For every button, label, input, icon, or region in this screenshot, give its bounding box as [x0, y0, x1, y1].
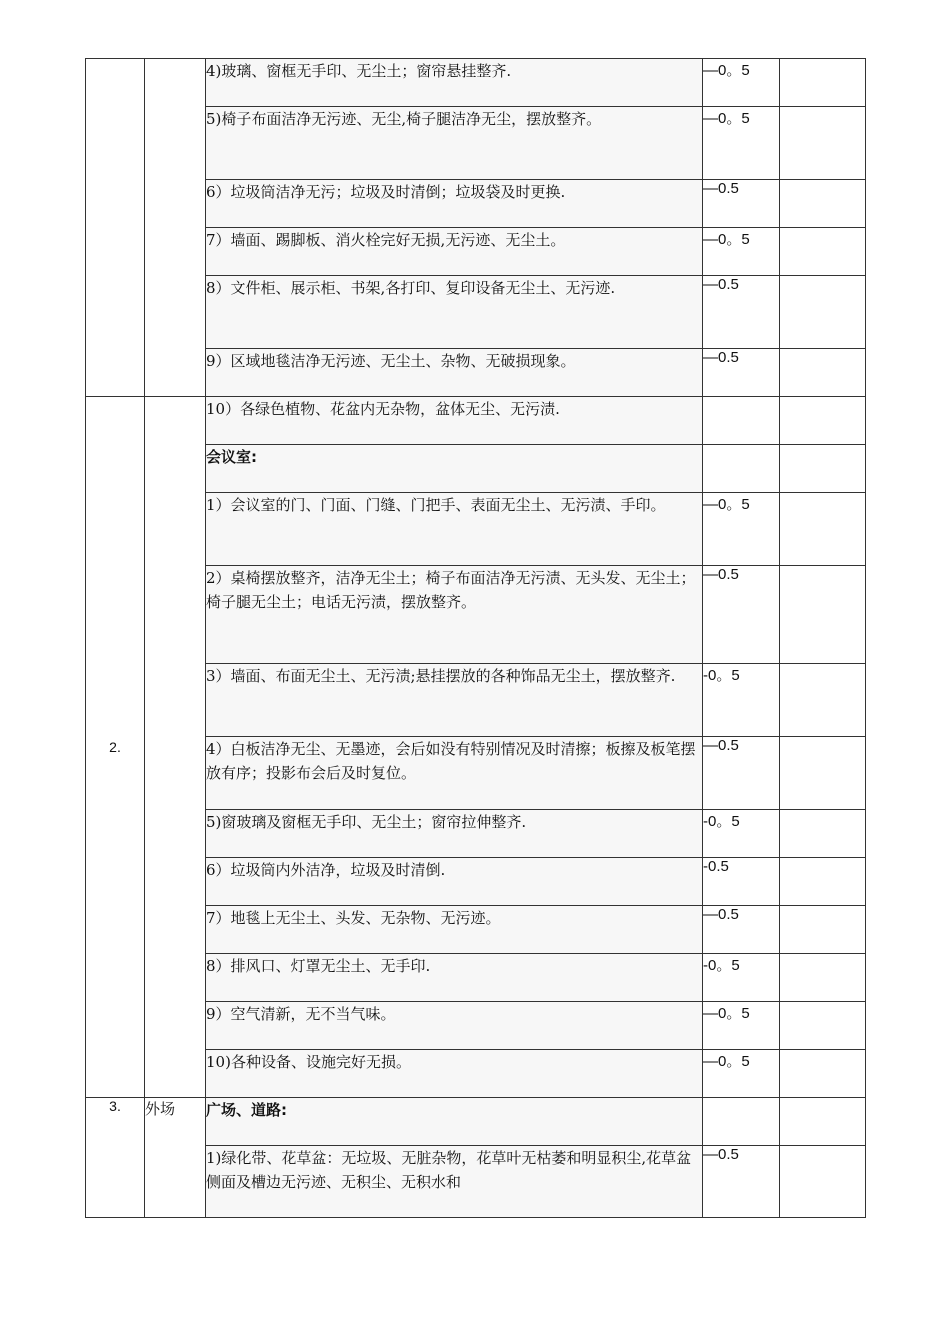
remark-cell — [780, 664, 866, 737]
remark-cell — [780, 1098, 866, 1146]
remark-cell — [780, 906, 866, 954]
criterion-text: 7）墙面、踢脚板、消火栓完好无损,无污迹、无尘土。 — [206, 228, 703, 276]
remark-cell — [780, 737, 866, 810]
remark-cell — [780, 349, 866, 397]
remark-cell — [780, 810, 866, 858]
criterion-text: 6）垃圾筒内外洁净，垃圾及时清倒. — [206, 858, 703, 906]
deduction-score: —0。5 — [703, 1002, 780, 1050]
deduction-score: —0.5 — [703, 276, 780, 349]
table-row — [86, 1098, 866, 1146]
deduction-score: —0.5 — [703, 180, 780, 228]
criterion-text: 2）桌椅摆放整齐，洁净无尘土；椅子布面洁净无污渍、无头发、无尘土；椅子腿无尘土；电话无污渍，摆放整齐。 — [206, 566, 703, 664]
criterion-text: 5)窗玻璃及窗框无手印、无尘土；窗帘拉伸整齐. — [206, 810, 703, 858]
criterion-text: 1）会议室的门、门面、门缝、门把手、表面无尘土、无污渍、手印。 — [206, 493, 703, 566]
deduction-score: —0。5 — [703, 1050, 780, 1098]
table-row — [86, 397, 866, 445]
deduction-score: —0.5 — [703, 566, 780, 664]
criterion-text: 7）地毯上无尘土、头发、无杂物、无污迹。 — [206, 906, 703, 954]
section-number-cell: 3. — [86, 1098, 145, 1218]
criterion-text: 10)各种设备、设施完好无损。 — [206, 1050, 703, 1098]
criterion-text: 9）空气清新，无不当气味。 — [206, 1002, 703, 1050]
deduction-score: —0。5 — [703, 59, 780, 107]
criterion-text: 9）区域地毯洁净无污迹、无尘土、杂物、无破损现象。 — [206, 349, 703, 397]
remark-cell — [780, 1002, 866, 1050]
remark-cell — [780, 445, 866, 493]
deduction-score: —0.5 — [703, 906, 780, 954]
criterion-text: 4）白板洁净无尘、无墨迹，会后如没有特别情况及时清擦；板擦及板笔摆放有序；投影布会后及时复位。 — [206, 737, 703, 810]
section-number-cell — [86, 59, 145, 397]
section-number-cell: 2. — [86, 397, 145, 1098]
area-cell — [145, 59, 206, 397]
remark-cell — [780, 107, 866, 180]
area-cell — [145, 397, 206, 1098]
criterion-text: 4)玻璃、窗框无手印、无尘土；窗帘悬挂整齐. — [206, 59, 703, 107]
remark-cell — [780, 954, 866, 1002]
remark-cell — [780, 397, 866, 445]
deduction-score: -0。5 — [703, 664, 780, 737]
remark-cell — [780, 59, 866, 107]
remark-cell — [780, 276, 866, 349]
remark-cell — [780, 493, 866, 566]
remark-cell — [780, 1146, 866, 1218]
deduction-score: —0.5 — [703, 349, 780, 397]
deduction-score: -0。5 — [703, 954, 780, 1002]
deduction-score — [703, 1098, 780, 1146]
subsection-heading: 广场、道路: — [206, 1098, 703, 1146]
inspection-table — [85, 58, 866, 1218]
area-cell: 外场 — [145, 1098, 206, 1218]
deduction-score — [703, 445, 780, 493]
remark-cell — [780, 1050, 866, 1098]
subsection-heading: 会议室: — [206, 445, 703, 493]
remark-cell — [780, 180, 866, 228]
deduction-score — [703, 397, 780, 445]
criterion-text: 6）垃圾筒洁净无污；垃圾及时清倒；垃圾袋及时更换. — [206, 180, 703, 228]
criterion-text: 8）文件柜、展示柜、书架,各打印、复印设备无尘土、无污迹. — [206, 276, 703, 349]
remark-cell — [780, 858, 866, 906]
table-row — [86, 59, 866, 107]
criterion-text: 3）墙面、布面无尘土、无污渍;悬挂摆放的各种饰品无尘土，摆放整齐. — [206, 664, 703, 737]
deduction-score: -0.5 — [703, 858, 780, 906]
criterion-text: 1)绿化带、花草盆：无垃圾、无脏杂物，花草叶无枯萎和明显积尘,花草盆侧面及槽边无污迹、无积尘、无积水和 — [206, 1146, 703, 1218]
criterion-text: 10）各绿色植物、花盆内无杂物，盆体无尘、无污渍. — [206, 397, 703, 445]
deduction-score: -0。5 — [703, 810, 780, 858]
deduction-score: —0.5 — [703, 1146, 780, 1218]
criterion-text: 8）排风口、灯罩无尘土、无手印. — [206, 954, 703, 1002]
deduction-score: —0。5 — [703, 228, 780, 276]
remark-cell — [780, 228, 866, 276]
remark-cell — [780, 566, 866, 664]
deduction-score: —0。5 — [703, 107, 780, 180]
criterion-text: 5)椅子布面洁净无污迹、无尘,椅子腿洁净无尘，摆放整齐。 — [206, 107, 703, 180]
deduction-score: —0。5 — [703, 493, 780, 566]
deduction-score: —0.5 — [703, 737, 780, 810]
